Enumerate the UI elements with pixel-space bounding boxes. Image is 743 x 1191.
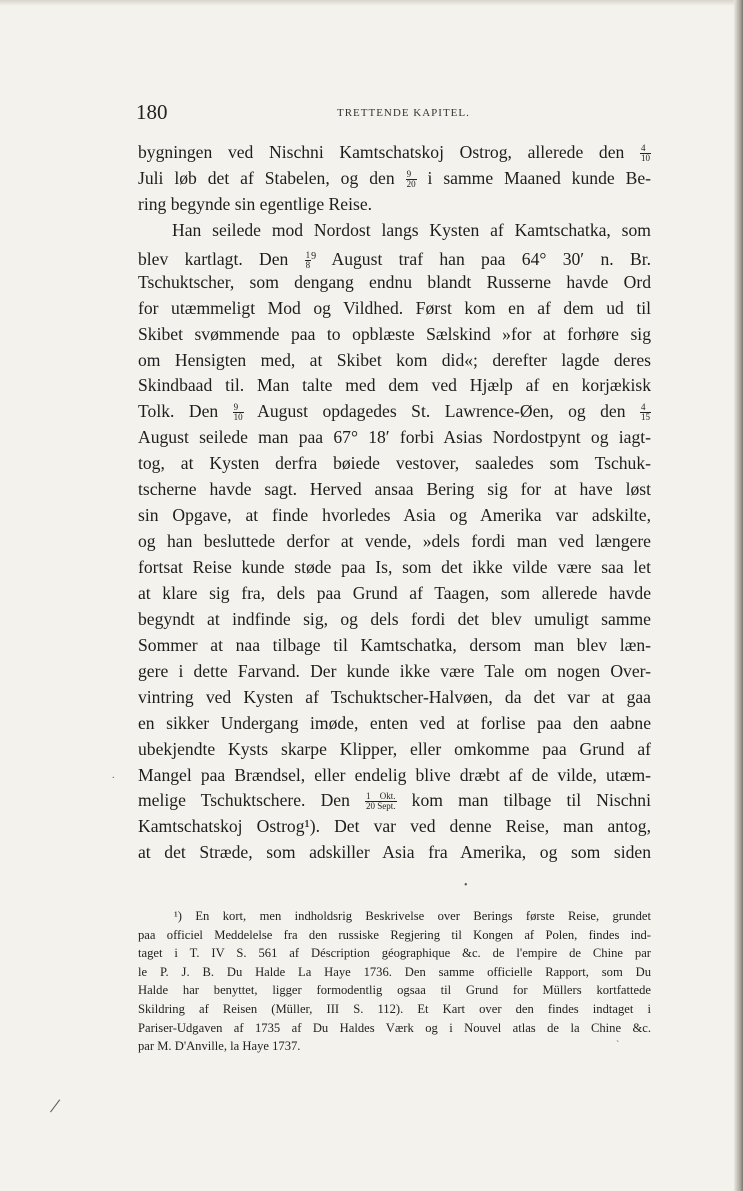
line-text: vintring ved Kysten af Tschuktscher-Halvøen, da det var at gaa xyxy=(138,686,651,707)
line-text: Kamtschatskoj Ostrog¹). Det var ved denne Reise, man antog, xyxy=(138,816,651,837)
text-line xyxy=(138,166,651,192)
fraction-numerator: 1 Okt. xyxy=(366,791,396,802)
fraction-denominator: 15 xyxy=(641,412,651,423)
line-text: Skibet svømmende paa to opblæste Sælskind »for at forhøre sig xyxy=(138,323,651,344)
line-text: Sommer at naa tilbage til Kamtschatka, dersom man blev læn- xyxy=(138,634,651,655)
fraction-denominator: 8 xyxy=(305,259,311,270)
text-line xyxy=(138,296,651,322)
text-line xyxy=(138,633,651,659)
fraction-numerator: 4 xyxy=(640,403,651,413)
footnote-line: par M. D'Anville, la Haye 1737. xyxy=(138,1039,301,1054)
line-text: tog, at Kysten derfra bøiede vestover, saaledes som Tschuk- xyxy=(138,453,651,474)
text-line xyxy=(138,373,651,399)
footnote-line: Skildring af Reisen (Müller, III S. 112). Et Kart over den findes indtaget i xyxy=(138,1001,651,1016)
line-text: bygningen ved Nischni Kamtschatskoj Ostrog, allerede den xyxy=(138,142,625,162)
line-text: ring begynde sin egentlige Reise. xyxy=(138,193,373,214)
text-line xyxy=(138,814,651,840)
text-line xyxy=(138,840,651,866)
speck-mark: . xyxy=(112,770,115,781)
text-line xyxy=(138,529,651,555)
text-line xyxy=(138,737,651,763)
inline-fraction xyxy=(365,792,397,811)
footnote-line: ¹) En kort, men indholdsrig Beskrivelse over Berings første Reise, grundet xyxy=(174,909,651,923)
footnote-line: Pariser-Udgaven af 1735 af Du Haldes Værk og i Nouvel atlas de la Chine &c. xyxy=(138,1020,651,1035)
body-text xyxy=(138,140,651,866)
inline-fraction xyxy=(406,170,417,189)
line-text: melige Tschuktschere. Den xyxy=(138,790,350,811)
line-text: August seilede man paa 67° 18′ forbi Asias Nordostpynt og iagt- xyxy=(138,427,651,448)
line-text-continued: August opdagedes St. Lawrence-Øen, og den xyxy=(257,401,626,422)
text-line xyxy=(138,322,651,348)
text-line xyxy=(138,218,651,244)
text-line xyxy=(138,477,651,503)
line-text: Mangel paa Brændsel, eller endelig blive dræbt af de vilde, utæm- xyxy=(138,764,651,785)
text-line xyxy=(138,555,651,581)
text-line xyxy=(138,399,651,425)
line-text: sin Opgave, at finde hvorledes Asia og Amerika var adskilte, xyxy=(138,505,651,526)
page-top-shadow xyxy=(0,0,743,6)
text-line xyxy=(138,244,651,270)
speck-mark: ` xyxy=(616,1040,620,1051)
text-line xyxy=(138,270,651,296)
line-text: Tolk. Den xyxy=(138,401,219,422)
line-text: ubekjendte Kysts skarpe Klipper, eller omkomme paa Grund af xyxy=(138,738,651,759)
line-text: at det Stræde, som adskiller Asia fra Amerika, og som siden xyxy=(138,842,651,863)
text-line xyxy=(138,192,651,218)
fraction-denominator: 10 xyxy=(233,412,243,423)
line-text-continued: August traf han paa 64° 30′ n. Br. xyxy=(331,248,651,269)
text-line xyxy=(138,711,651,737)
line-text: Han seilede mod Nordost langs Kysten af Kamtschatka, som xyxy=(172,219,651,240)
footnote-line: taget i T. IV S. 561 af Déscription géographique &c. de l'empire de Chine par xyxy=(138,946,651,961)
text-line xyxy=(138,140,651,166)
text-line xyxy=(138,425,651,451)
text-line xyxy=(138,788,651,814)
line-text: Juli løb det af Stabelen, og den xyxy=(138,167,395,188)
line-text: Skindbaad til. Man talte med dem ved Hjælp af en korjækisk xyxy=(138,375,651,396)
inline-fraction xyxy=(233,403,244,422)
line-text: om Hensigten med, at Skibet kom did«; derefter lagde deres xyxy=(138,349,651,370)
text-line xyxy=(138,348,651,374)
text-line xyxy=(138,659,651,685)
page-number: 180 xyxy=(136,100,168,124)
text-line xyxy=(138,581,651,607)
line-text: gere i dette Farvand. Der kunde ikke være Tale om nogen Over- xyxy=(138,660,651,681)
fraction-denominator: 20 Sept. xyxy=(366,801,396,812)
line-text: at klare sig fra, dels paa Grund af Taagen, som allerede havde xyxy=(138,582,651,603)
footnote-line: Halde har benyttet, ligger formodentlig ogsaa til Grund for Müllers kortfattede xyxy=(138,983,651,998)
fraction-numerator: 4 xyxy=(640,144,651,154)
line-text: fortsat Reise kunde støde paa Is, som det ikke vilde være saa let xyxy=(138,557,651,577)
fraction-numerator: 1 xyxy=(305,249,311,260)
page-right-edge xyxy=(734,0,743,1191)
inline-fraction xyxy=(640,144,651,163)
fraction-denominator: 10 xyxy=(641,153,650,163)
footnotes xyxy=(138,907,651,1056)
line-text: blev kartlagt. Den xyxy=(138,248,289,269)
fraction-numerator: 9 xyxy=(233,403,244,413)
text-line xyxy=(138,685,651,711)
line-text-continued: i samme Maaned kunde Be- xyxy=(427,167,651,188)
line-text: og han besluttede derfor at vende, »dels fordi man ved længere xyxy=(138,531,651,552)
inline-fraction xyxy=(640,403,651,422)
text-line xyxy=(138,763,651,789)
line-text: begyndt at indfinde sig, og dels fordi det blev umuligt samme xyxy=(138,608,651,629)
running-head: TRETTENDE KAPITEL. xyxy=(337,107,470,119)
fraction-denominator: 20 xyxy=(406,178,416,189)
footnote-line: le P. J. B. Du Halde La Haye 1736. Den samme officielle Rapport, som Du xyxy=(138,964,651,979)
line-text: Tschuktscher, som dengang endnu blandt Russerne havde Ord xyxy=(138,271,651,292)
line-text: en sikker Undergang imøde, enten ved at forlise paa den aabne xyxy=(138,712,651,733)
text-line xyxy=(138,503,651,529)
speck-mark: • xyxy=(464,880,468,891)
margin-mark: / xyxy=(48,1092,62,1119)
line-text: tscherne havde sagt. Herved ansaa Bering sig for at have løst xyxy=(138,479,651,500)
text-line xyxy=(138,607,651,633)
fraction-numerator: 9 xyxy=(406,170,417,180)
line-text-continued: kom man tilbage til Nischni xyxy=(411,790,651,811)
superscript: 9 xyxy=(311,250,317,262)
footnote-line: paa officiel Meddelelse fra den russiske Regjering til Kongen af Polen, findes ind- xyxy=(138,927,651,942)
line-text: for utæmmeligt Mod og Vildhed. Først kom en af dem ud til xyxy=(138,297,651,318)
text-line xyxy=(138,451,651,477)
